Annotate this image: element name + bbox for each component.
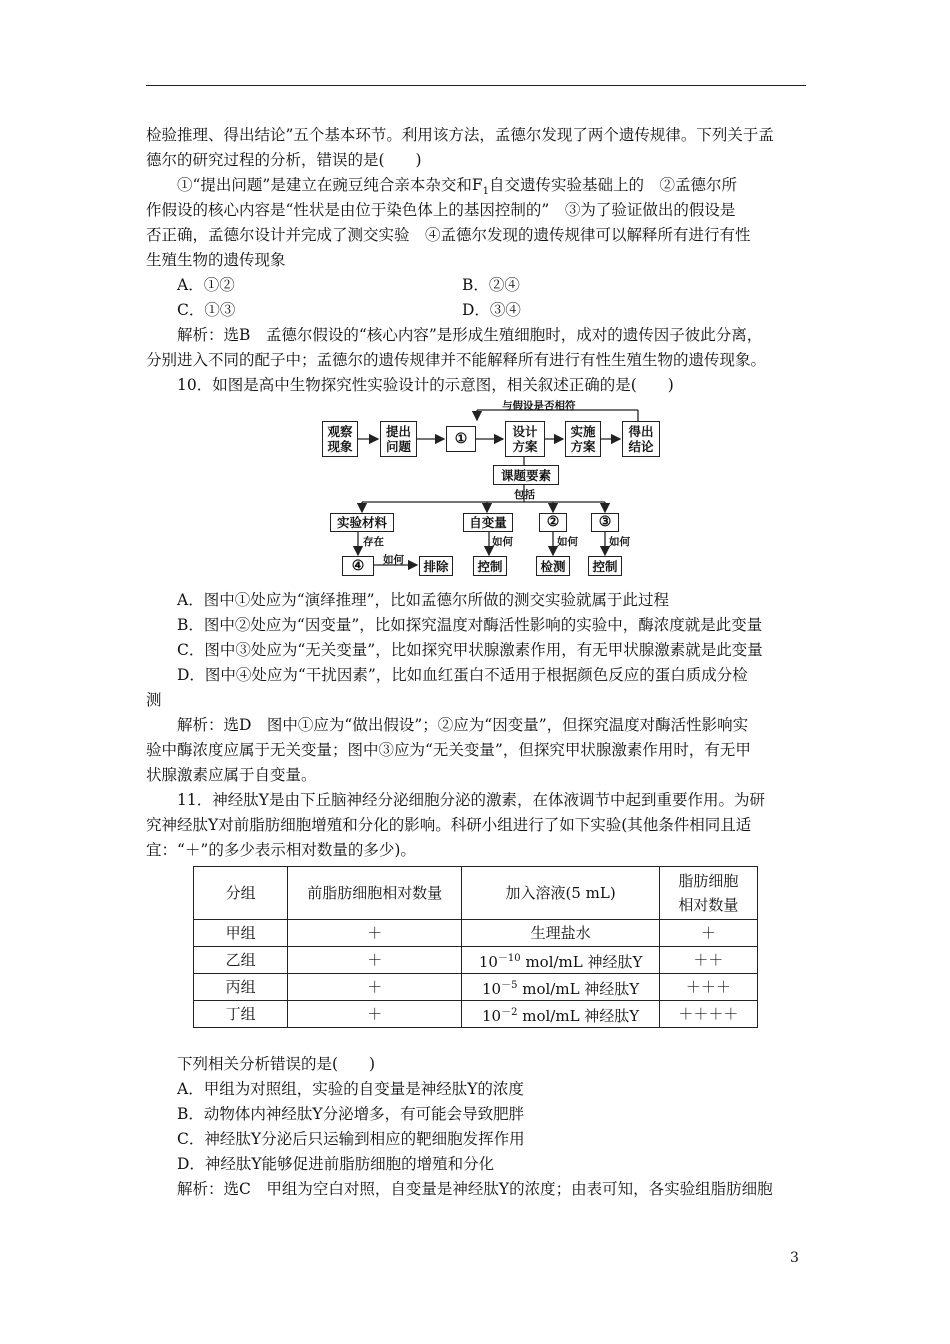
- option-a: A．①②: [177, 276, 235, 294]
- question-11: 究神经肽Y对前脂肪细胞增殖和分化的影响。科研小组进行了如下实验(其他条件相同且适: [146, 816, 752, 834]
- how-label: 如何: [609, 536, 630, 548]
- box-blank-3: ③: [591, 513, 619, 532]
- table-row: [194, 947, 758, 974]
- option-d: D．图中④处应为“干扰因素”，比如血红蛋白不适用于根据颜色反应的蛋白质成分检: [177, 666, 748, 684]
- option-a: A．图中①处应为“演绎推理”，比如孟德尔所做的测交实验就属于此过程: [177, 591, 670, 609]
- exist-label: 存在: [363, 536, 384, 548]
- box-control: 控制: [473, 556, 507, 576]
- box-conclusion: 得出 结论: [622, 421, 660, 457]
- option-d: 测: [146, 691, 162, 709]
- box-exclude: 排除: [419, 556, 453, 576]
- answer-line: 解析：选B 孟德尔假设的“核心内容”是形成生殖细胞时，成对的遗传因子彼此分离，: [177, 326, 763, 344]
- box-materials: 实验材料: [330, 513, 394, 532]
- table-header: 脂肪细胞 相对数量: [659, 867, 757, 920]
- how-label: 如何: [383, 554, 404, 566]
- box-ask-question: 提出 问题: [380, 421, 417, 457]
- pre-cell: ＋: [288, 920, 462, 947]
- text-line: 生殖生物的遗传现象: [146, 251, 286, 269]
- box-observe: 观察 现象: [322, 421, 358, 457]
- text-line: ①“提出问题”是建立在豌豆纯合亲本杂交和$F_1$自交遗传实验基础上的 ②孟德尔所: [177, 176, 737, 198]
- option-a: A．甲组为对照组，实验的自变量是神经肽Y的浓度: [177, 1080, 524, 1098]
- text-line: 否正确，孟德尔设计并完成了测交实验 ④孟德尔发现的遗传规律可以解释所有进行有性: [146, 226, 751, 244]
- header-rule: [146, 85, 806, 86]
- table-header-row: [194, 867, 758, 920]
- answer-line: 解析：选D 图中①应为“做出假设”；②应为“因变量”，但探究温度对酶活性影响实: [177, 716, 749, 734]
- text-line: 德尔的研究过程的分析，错误的是( ): [146, 151, 422, 169]
- pre-cell: ＋: [288, 947, 462, 974]
- solution-cell: $10^{-10}$ mol/mL 神经肽Y: [462, 947, 659, 974]
- pre-cell: ＋: [288, 974, 462, 1001]
- include-label: 包括: [514, 489, 535, 501]
- option-c: C．神经肽Y分泌后只运输到相应的靶细胞发挥作用: [177, 1130, 525, 1148]
- fat-cell: ＋＋＋: [659, 974, 757, 1001]
- table-row: [194, 1001, 758, 1028]
- box-blank-4: ④: [342, 556, 374, 576]
- answer-line: 验中酶浓度应属于无关变量；图中③应为“无关变量”，但探究甲状腺激素作用时，有无甲: [146, 741, 751, 759]
- group-cell: 丁组: [194, 1001, 288, 1028]
- table-header: 前脂肪细胞相对数量: [288, 867, 462, 920]
- feedback-label: 与假设是否相符: [502, 400, 576, 412]
- text-line: 检验推理、得出结论”五个基本环节。利用该方法，孟德尔发现了两个遗传规律。下列关于孟: [146, 126, 774, 144]
- option-b: B．动物体内神经肽Y分泌增多，有可能会导致肥胖: [177, 1105, 525, 1123]
- box-design-plan: 设计 方案: [505, 421, 545, 457]
- experiment-design-diagram: [300, 398, 680, 583]
- fat-cell: ＋: [659, 920, 757, 947]
- group-cell: 甲组: [194, 920, 288, 947]
- solution-cell: $10^{-2}$ mol/mL 神经肽Y: [462, 1001, 659, 1028]
- how-label: 如何: [557, 536, 578, 548]
- group-cell: 乙组: [194, 947, 288, 974]
- question-11: 宜：“＋”的多少表示相对数量的多少)。: [146, 841, 416, 859]
- pre-cell: ＋: [288, 1001, 462, 1028]
- answer-line: 分别进入不同的配子中；孟德尔的遗传规律并不能解释所有进行有性生殖生物的遗传现象。: [146, 351, 767, 369]
- fat-cell: ＋＋＋＋: [659, 1001, 757, 1028]
- table-header: 加入溶液(5 mL): [462, 867, 659, 920]
- group-cell: 丙组: [194, 974, 288, 1001]
- box-blank-2: ②: [539, 513, 567, 532]
- option-d: D．神经肽Y能够促进前脂肪细胞的增殖和分化: [177, 1155, 495, 1173]
- text-line: 作假设的核心内容是“性状是由位于染色体上的基因控制的” ③为了验证做出的假设是: [146, 201, 736, 219]
- box-detect: 检测: [536, 556, 570, 576]
- box-topic-elements: 课题要素: [493, 465, 559, 485]
- question-11: 11．神经肽Y是由下丘脑神经分泌细胞分泌的激素，在体液调节中起到重要作用。为研: [177, 791, 765, 809]
- question-stem: 下列相关分析错误的是( ): [177, 1055, 376, 1073]
- option-b: B．图中②处应为“因变量”，比如探究温度对酶活性影响的实验中，酶浓度就是此变量: [177, 616, 763, 634]
- solution-cell: 生理盐水: [462, 920, 659, 947]
- page-number: 3: [790, 1250, 799, 1266]
- answer-line: 状腺激素应属于自变量。: [146, 766, 317, 784]
- option-d: D．③④: [462, 301, 521, 319]
- box-blank-1: ①: [446, 426, 476, 452]
- question-10: 10．如图是高中生物探究性实验设计的示意图，相关叙述正确的是( ): [177, 376, 674, 394]
- option-c: C．①③: [177, 301, 236, 319]
- table-header: 分组: [194, 867, 288, 920]
- box-control: 控制: [588, 556, 622, 576]
- option-c: C．图中③处应为“无关变量”，比如探究甲状腺激素作用，有无甲状腺激素就是此变量: [177, 641, 763, 659]
- solution-cell: $10^{-5}$ mol/mL 神经肽Y: [462, 974, 659, 1001]
- table-row: [194, 974, 758, 1001]
- data-table: [193, 866, 758, 1028]
- box-independent-variable: 自变量: [463, 513, 513, 532]
- option-b: B．②④: [462, 276, 520, 294]
- answer-line: 解析：选C 甲组为空白对照，自变量是神经肽Y的浓度；由表可知，各实验组脂肪细胞: [177, 1180, 773, 1198]
- how-label: 如何: [492, 536, 513, 548]
- table-row: [194, 920, 758, 947]
- fat-cell: ＋＋: [659, 947, 757, 974]
- box-implement: 实施 方案: [565, 421, 601, 457]
